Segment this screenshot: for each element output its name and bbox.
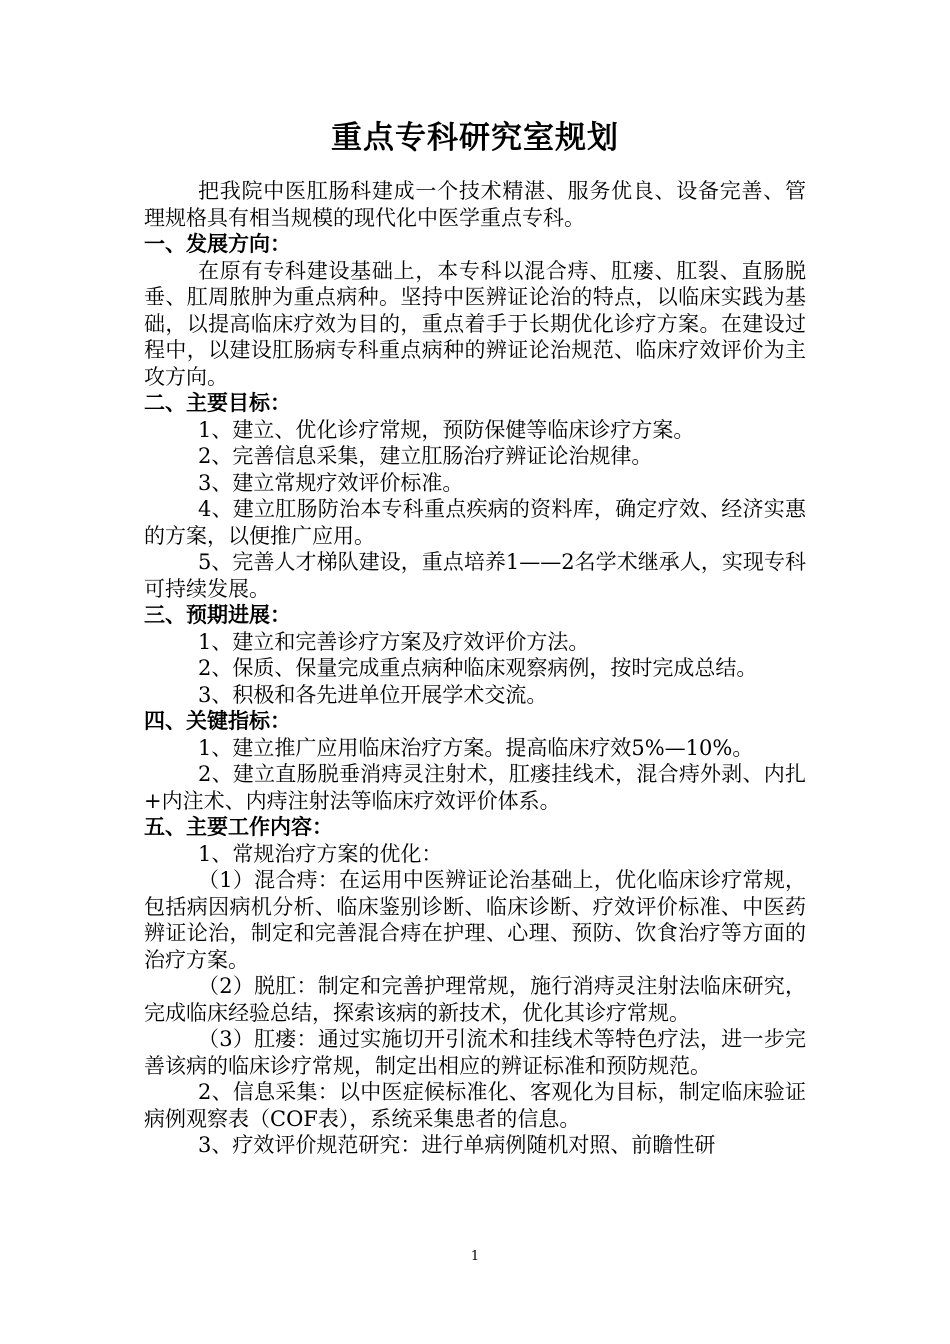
section-paragraph: 在原有专科建设基础上，本专科以混合痔、肛瘘、肛裂、直肠脱垂、肛周脓肿为重点病种。坚持中医辨证论治的特点，以临床实践为基础，以提高临床疗效为目的，重点着手于长期优化诊疗方案。在建设过程中，以建设肛肠病专科重点病种的辨证论治规范、临床疗效评价为主攻方向。	[144, 258, 806, 389]
document-title: 重点专科研究室规划	[331, 120, 619, 156]
section-paragraph: 1、建立、优化诊疗常规，预防保健等临床诊疗方案。	[198, 417, 695, 442]
intro-paragraph: 把我院中医肛肠科建成一个技术精湛、服务优良、设备完善、管理规格具有相当规模的现代化中医学重点专科。	[144, 179, 806, 230]
section-paragraph: 3、建立常规疗效评价标准。	[198, 470, 464, 495]
section-key-indicators	[144, 708, 806, 814]
section-paragraph: 1、常规治疗方案的优化：	[198, 841, 443, 866]
section-heading: 三、预期进展：	[144, 602, 291, 627]
document-body	[144, 118, 806, 1159]
section-heading: 四、关键指标：	[144, 708, 291, 733]
section-heading: 五、主要工作内容：	[144, 814, 333, 839]
section-paragraph: （3）肛瘘：通过实施切开引流术和挂线术等特色疗法，进一步完善该病的临床诊疗常规，制定出相应的辨证标准和预防规范。	[144, 1027, 806, 1078]
section-main-work	[144, 814, 806, 1159]
section-heading: 二、主要目标：	[144, 390, 291, 415]
section-heading: 一、发展方向：	[144, 231, 291, 256]
section-paragraph: 4、建立肛肠防治本专科重点疾病的资料库，确定疗效、经济实惠的方案，以便推广应用。	[144, 497, 806, 548]
section-paragraph: （2）脱肛：制定和完善护理常规，施行消痔灵注射法临床研究，完成临床经验总结，探索该病的新技术，优化其诊疗常规。	[144, 974, 806, 1025]
section-main-goals	[144, 390, 806, 602]
section-paragraph: 1、建立推广应用临床治疗方案。提高临床疗效5%—10%。	[198, 735, 754, 760]
section-expected-progress	[144, 602, 806, 708]
section-paragraph: 3、疗效评价规范研究：进行单病例随机对照、前瞻性研	[198, 1133, 716, 1157]
section-development-direction	[144, 231, 806, 390]
section-paragraph: 2、信息采集：以中医症候标准化、客观化为目标，制定临床验证病例观察表（COF表），系统采集患者的信息。	[144, 1080, 806, 1131]
section-paragraph: 2、完善信息采集，建立肛肠治疗辨证论治规律。	[198, 444, 653, 468]
section-paragraph: 1、建立和完善诊疗方案及疗效评价方法。	[198, 629, 590, 654]
section-paragraph: 5、完善人才梯队建设，重点培养1——2名学术继承人，实现专科可持续发展。	[144, 550, 806, 601]
section-paragraph: 2、保质、保量完成重点病种临床观察病例，按时完成总结。	[198, 656, 758, 680]
section-paragraph: 2、建立直肠脱垂消痔灵注射术，肛瘘挂线术，混合痔外剥、内扎+内注术、内痔注射法等临床疗效评价体系。	[144, 762, 806, 813]
section-paragraph: （1）混合痔：在运用中医辨证论治基础上，优化临床诊疗常规，包括病因病机分析、临床鉴别诊断、临床诊断、疗效评价标准、中医药辨证论治，制定和完善混合痔在护理、心理、预防、饮食治疗等方面的治疗方案。	[144, 868, 806, 972]
section-paragraph: 3、积极和各先进单位开展学术交流。	[198, 682, 548, 707]
page-number: 1	[470, 1249, 480, 1264]
